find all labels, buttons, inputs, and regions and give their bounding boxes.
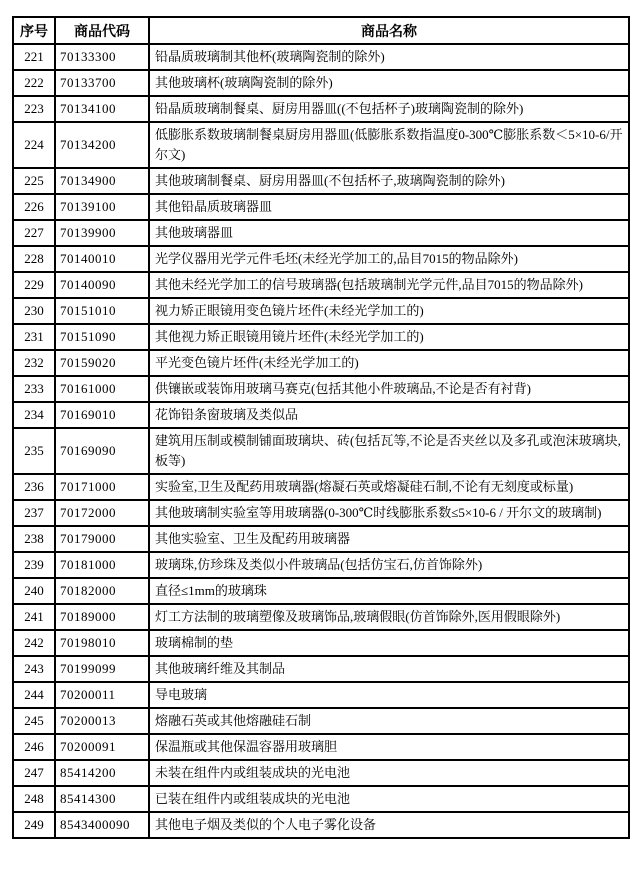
cell-code: 70151010	[55, 298, 149, 324]
cell-index: 229	[13, 272, 55, 298]
cell-index: 248	[13, 786, 55, 812]
cell-name: 其他玻璃器皿	[149, 220, 629, 246]
cell-index: 237	[13, 500, 55, 526]
cell-index: 249	[13, 812, 55, 838]
table-row	[13, 786, 629, 812]
table-row	[13, 500, 629, 526]
cell-code: 70181000	[55, 552, 149, 578]
table-row	[13, 70, 629, 96]
table-row	[13, 474, 629, 500]
table-row	[13, 630, 629, 656]
cell-index: 224	[13, 122, 55, 168]
cell-code: 85414200	[55, 760, 149, 786]
cell-name: 其他玻璃杯(玻璃陶瓷制的除外)	[149, 70, 629, 96]
table-row	[13, 122, 629, 168]
cell-name: 未装在组件内或组装成块的光电池	[149, 760, 629, 786]
cell-code: 70134200	[55, 122, 149, 168]
table-row	[13, 428, 629, 474]
cell-index: 226	[13, 194, 55, 220]
cell-index: 223	[13, 96, 55, 122]
cell-name: 建筑用压制或模制铺面玻璃块、砖(包括瓦等,不论是否夹丝以及多孔或泡沫玻璃块,板等)	[149, 428, 629, 474]
cell-index: 222	[13, 70, 55, 96]
table-row	[13, 708, 629, 734]
column-header-name: 商品名称	[149, 17, 629, 44]
cell-index: 247	[13, 760, 55, 786]
cell-name: 熔融石英或其他熔融硅石制	[149, 708, 629, 734]
cell-code: 70133700	[55, 70, 149, 96]
cell-index: 233	[13, 376, 55, 402]
cell-code: 70134100	[55, 96, 149, 122]
cell-code: 70151090	[55, 324, 149, 350]
cell-name: 保温瓶或其他保温容器用玻璃胆	[149, 734, 629, 760]
cell-code: 85414300	[55, 786, 149, 812]
cell-name: 其他电子烟及类似的个人电子雾化设备	[149, 812, 629, 838]
cell-code: 8543400090	[55, 812, 149, 838]
cell-code: 70139900	[55, 220, 149, 246]
table-row	[13, 44, 629, 70]
cell-index: 232	[13, 350, 55, 376]
cell-name: 直径≤1mm的玻璃珠	[149, 578, 629, 604]
table-row	[13, 578, 629, 604]
cell-index: 246	[13, 734, 55, 760]
cell-index: 240	[13, 578, 55, 604]
cell-name: 导电玻璃	[149, 682, 629, 708]
cell-name: 其他未经光学加工的信号玻璃器(包括玻璃制光学元件,品目7015的物品除外)	[149, 272, 629, 298]
header-row	[13, 17, 629, 44]
cell-index: 243	[13, 656, 55, 682]
cell-name: 其他视力矫正眼镜用镜片坯件(未经光学加工的)	[149, 324, 629, 350]
cell-index: 228	[13, 246, 55, 272]
cell-index: 225	[13, 168, 55, 194]
cell-name: 供镶嵌或装饰用玻璃马赛克(包括其他小件玻璃品,不论是否有衬背)	[149, 376, 629, 402]
cell-code: 70140010	[55, 246, 149, 272]
cell-name: 其他玻璃制实验室等用玻璃器(0-300℃时线膨胀系数≤5×10-6 / 开尔文的玻璃制)	[149, 500, 629, 526]
cell-code: 70169010	[55, 402, 149, 428]
cell-code: 70172000	[55, 500, 149, 526]
cell-name: 其他玻璃纤维及其制品	[149, 656, 629, 682]
table-row	[13, 760, 629, 786]
column-header-code: 商品代码	[55, 17, 149, 44]
cell-index: 244	[13, 682, 55, 708]
cell-name: 其他实验室、卫生及配药用玻璃器	[149, 526, 629, 552]
cell-name: 实验室,卫生及配药用玻璃器(熔凝石英或熔凝硅石制,不论有无刻度或标量)	[149, 474, 629, 500]
table-row	[13, 552, 629, 578]
cell-code: 70199099	[55, 656, 149, 682]
cell-code: 70171000	[55, 474, 149, 500]
cell-name: 其他玻璃制餐桌、厨房用器皿(不包括杯子,玻璃陶瓷制的除外)	[149, 168, 629, 194]
cell-code: 70169090	[55, 428, 149, 474]
cell-code: 70161000	[55, 376, 149, 402]
cell-code: 70140090	[55, 272, 149, 298]
commodity-table	[12, 16, 630, 839]
cell-index: 242	[13, 630, 55, 656]
cell-name: 视力矫正眼镜用变色镜片坯件(未经光学加工的)	[149, 298, 629, 324]
cell-name: 灯工方法制的玻璃塑像及玻璃饰品,玻璃假眼(仿首饰除外,医用假眼除外)	[149, 604, 629, 630]
cell-name: 玻璃棉制的垫	[149, 630, 629, 656]
table-row	[13, 604, 629, 630]
table-row	[13, 168, 629, 194]
cell-code: 70182000	[55, 578, 149, 604]
cell-name: 花饰铅条窗玻璃及类似品	[149, 402, 629, 428]
table-row	[13, 350, 629, 376]
cell-index: 234	[13, 402, 55, 428]
cell-index: 230	[13, 298, 55, 324]
cell-name: 光学仪器用光学元件毛坯(未经光学加工的,品目7015的物品除外)	[149, 246, 629, 272]
table-row	[13, 526, 629, 552]
cell-code: 70189000	[55, 604, 149, 630]
cell-index: 238	[13, 526, 55, 552]
cell-name: 玻璃珠,仿珍珠及类似小件玻璃品(包括仿宝石,仿首饰除外)	[149, 552, 629, 578]
cell-index: 221	[13, 44, 55, 70]
cell-code: 70200091	[55, 734, 149, 760]
cell-code: 70159020	[55, 350, 149, 376]
table-row	[13, 96, 629, 122]
table-row	[13, 656, 629, 682]
table-row	[13, 220, 629, 246]
cell-index: 227	[13, 220, 55, 246]
cell-code: 70179000	[55, 526, 149, 552]
cell-index: 235	[13, 428, 55, 474]
cell-code: 70198010	[55, 630, 149, 656]
cell-index: 241	[13, 604, 55, 630]
table-row	[13, 734, 629, 760]
cell-name: 已装在组件内或组装成块的光电池	[149, 786, 629, 812]
cell-index: 245	[13, 708, 55, 734]
table-body	[13, 44, 629, 838]
table-row	[13, 682, 629, 708]
cell-name: 平光变色镜片坯件(未经光学加工的)	[149, 350, 629, 376]
table-row	[13, 324, 629, 350]
table-row	[13, 194, 629, 220]
column-header-index: 序号	[13, 17, 55, 44]
cell-index: 239	[13, 552, 55, 578]
cell-code: 70134900	[55, 168, 149, 194]
cell-name: 铅晶质玻璃制其他杯(玻璃陶瓷制的除外)	[149, 44, 629, 70]
cell-name: 其他铅晶质玻璃器皿	[149, 194, 629, 220]
table-row	[13, 272, 629, 298]
cell-code: 70200011	[55, 682, 149, 708]
cell-index: 236	[13, 474, 55, 500]
cell-code: 70200013	[55, 708, 149, 734]
cell-name: 低膨胀系数玻璃制餐桌厨房用器皿(低膨胀系数指温度0-300℃膨胀系数＜5×10-6/开尔文)	[149, 122, 629, 168]
cell-name: 铅晶质玻璃制餐桌、厨房用器皿((不包括杯子)玻璃陶瓷制的除外)	[149, 96, 629, 122]
cell-index: 231	[13, 324, 55, 350]
table-row	[13, 812, 629, 838]
table-row	[13, 376, 629, 402]
table-row	[13, 246, 629, 272]
table-row	[13, 402, 629, 428]
cell-code: 70139100	[55, 194, 149, 220]
cell-code: 70133300	[55, 44, 149, 70]
table-row	[13, 298, 629, 324]
